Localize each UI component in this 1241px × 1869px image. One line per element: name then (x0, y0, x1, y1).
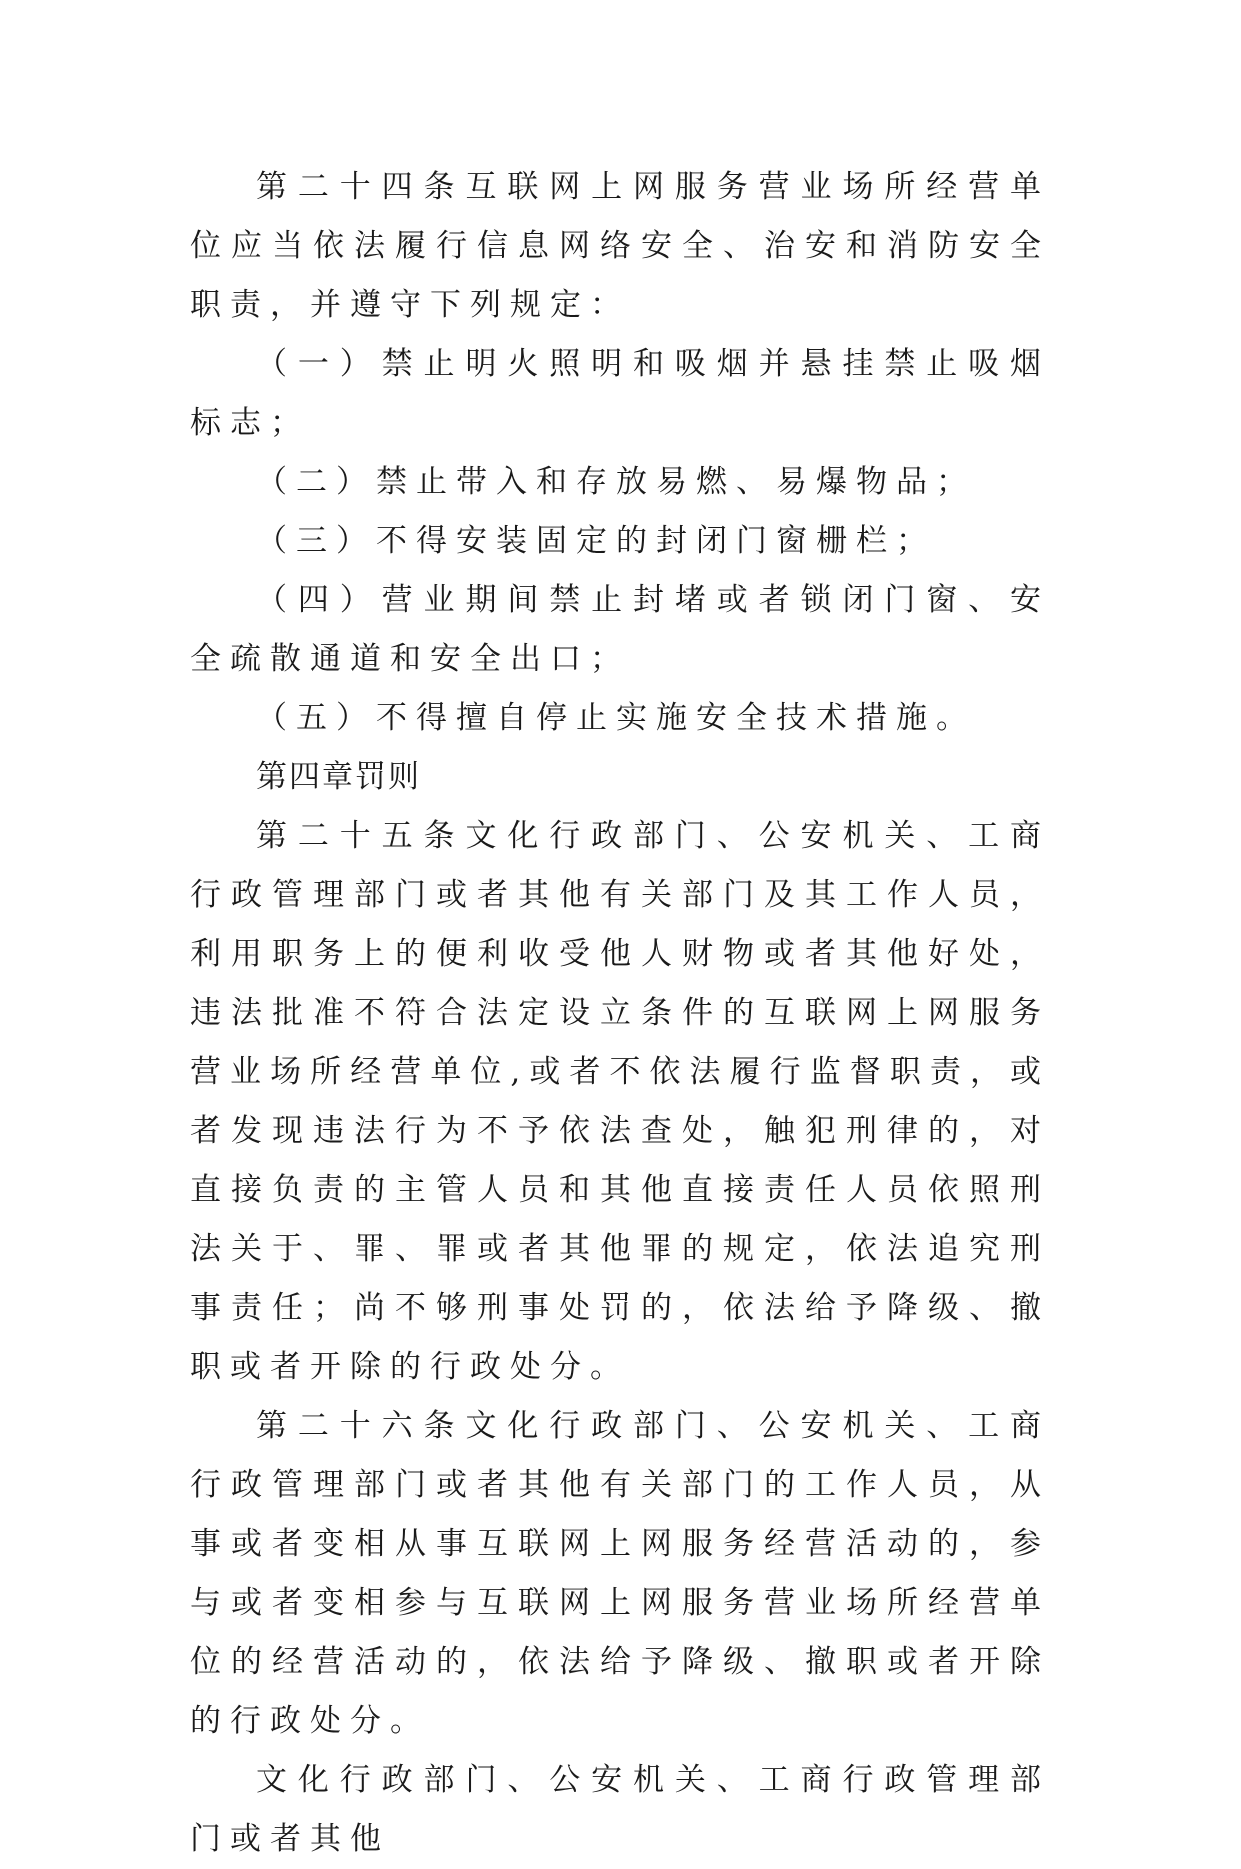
article-24-item-1: （一）禁止明火照明和吸烟并悬挂禁止吸烟标志； (190, 346, 1050, 441)
article-26-paragraph: 第二十六条文化行政部门、公安机关、工商行政管理部门或者其他有关部门的工作人员，从事或者变相从事互联网上网服务经营活动的，参与或者变相参与互联网上网服务营业场所经营单位的经营活动的，依法给予降级、撤职或者开除的行政处分。 (190, 1408, 1050, 1739)
article-25-paragraph: 第二十五条文化行政部门、公安机关、工商行政管理部门或者其他有关部门及其工作人员，利用职务上的便利收受他人财物或者其他好处，违法批准不符合法定设立条件的互联网上网服务营业场所经营单位,或者不依法履行监督职责，或者发现违法行为不予依法查处，触犯刑律的，对直接负责的主管人员和其他直接责任人员依照刑法关于、罪、罪或者其他罪的规定，依法追究刑事责任；尚不够刑事处罚的，依法给予降级、撤职或者开除的行政处分。 (190, 818, 1050, 1385)
article-24-item-5: （五）不得擅自停止实施安全技术措施。 (256, 700, 976, 736)
article-24-item-2: （二）禁止带入和存放易燃、易爆物品； (256, 464, 976, 500)
article-24-paragraph: 第二十四条互联网上网服务营业场所经营单位应当依法履行信息网络安全、治安和消防安全职责，并遵守下列规定： (190, 169, 1050, 323)
article-24-item-4: （四）营业期间禁止封堵或者锁闭门窗、安全疏散通道和安全出口； (190, 582, 1050, 677)
article-26-continuation-paragraph: 文化行政部门、公安机关、工商行政管理部门或者其他 (190, 1762, 1050, 1857)
document-body (190, 158, 1050, 1869)
chapter-heading: 第四章罚则 (256, 759, 421, 795)
article-24-item-3: （三）不得安装固定的封闭门窗栅栏； (256, 523, 936, 559)
